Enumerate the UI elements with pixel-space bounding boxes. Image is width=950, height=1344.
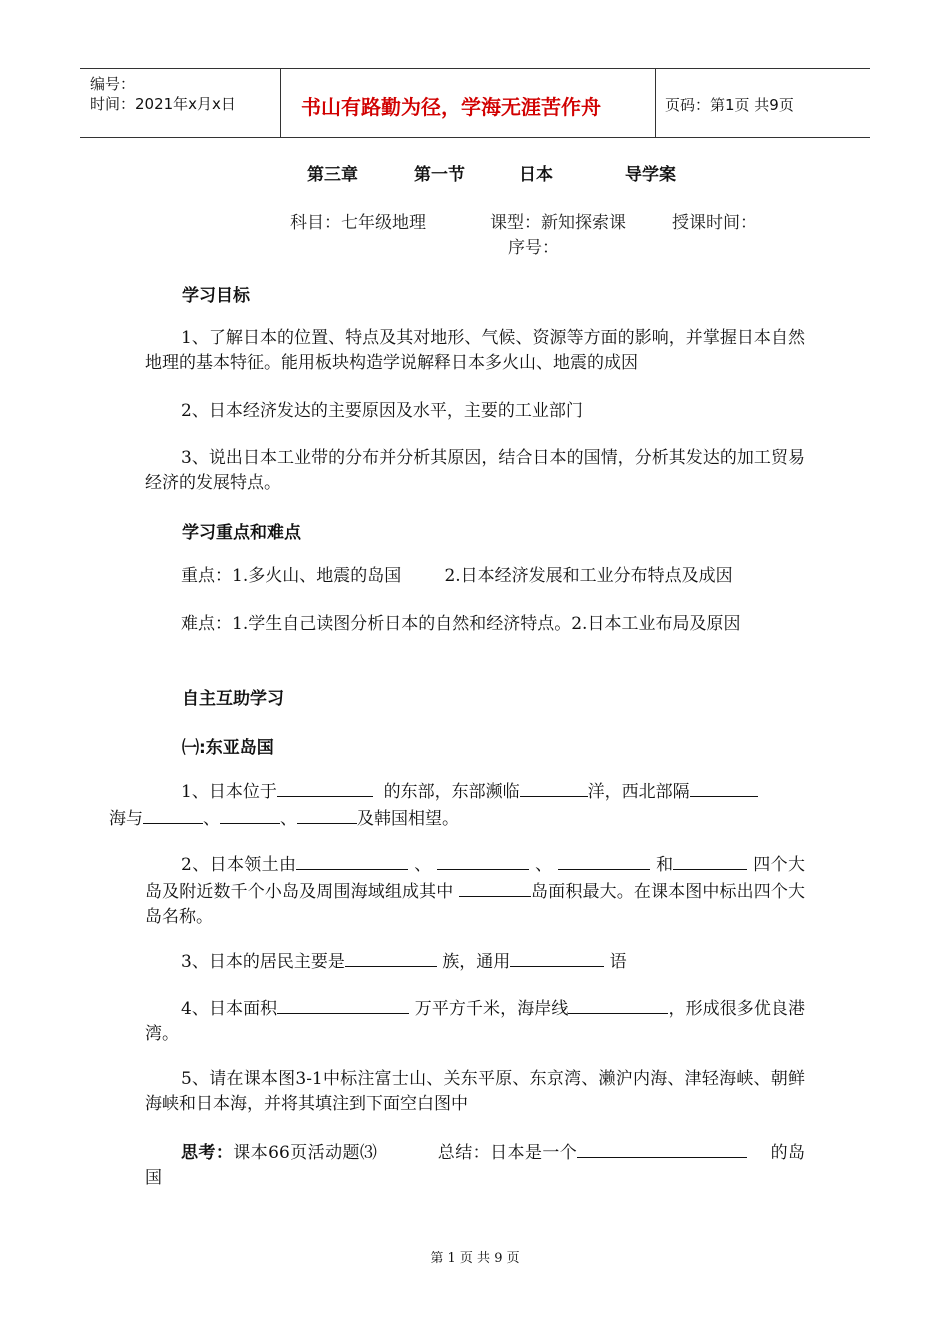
- q4-text-b: 万平方千米，海岸线: [414, 999, 569, 1019]
- question-4: [145, 995, 805, 1047]
- think-label: 思考：: [181, 1143, 234, 1163]
- q1-blank-5[interactable]: [220, 805, 280, 824]
- page-footer: 第 1 页 共 9 页: [430, 1251, 520, 1266]
- key-points: 重点：1.多火山、地震的岛国 2.日本经济发展和工业分布特点及成因: [181, 566, 733, 586]
- q1-text-b: 的东部，东部濒临: [383, 782, 520, 802]
- q2-text-e: 四个大岛及附近数千个小岛及周围海域组成其中: [145, 855, 805, 902]
- header-table: [80, 68, 870, 138]
- q3-blank-2[interactable]: [510, 948, 604, 967]
- q2-text-c: 、: [535, 855, 553, 875]
- meta-time: 授课时间：: [672, 213, 757, 233]
- q3-text-c: 语: [609, 952, 627, 972]
- q1-text-d: 海与: [109, 809, 143, 829]
- goals-heading: 学习目标: [182, 286, 250, 306]
- sub-heading-east-asia: ㈠:东亚岛国: [182, 738, 274, 758]
- q2-blank-3[interactable]: [558, 851, 650, 870]
- q2-blank-2[interactable]: [437, 851, 529, 870]
- page-label: 页码：第1页 共9页: [665, 96, 794, 114]
- q2-blank-1[interactable]: [296, 851, 408, 870]
- q2-text-b: 、: [414, 855, 432, 875]
- header-right-cell: [655, 69, 870, 137]
- title-topic: 日本: [519, 165, 553, 185]
- title-type: 导学案: [625, 165, 676, 185]
- q1-blank-2[interactable]: [520, 778, 588, 797]
- goal-2: 2、日本经济发达的主要原因及水平，主要的工业部门: [181, 401, 583, 421]
- question-3: [145, 948, 805, 975]
- think-blank[interactable]: [577, 1139, 747, 1158]
- q2-blank-4[interactable]: [673, 851, 747, 870]
- date-label: 时间：2021年x月x日: [90, 95, 236, 113]
- q3-text-b: 族，通用: [442, 952, 511, 972]
- q1-blank-4[interactable]: [143, 805, 203, 824]
- think-summary: 总结：日本是一个: [437, 1143, 578, 1163]
- meta-lesson-type: 课型：新知探索课: [490, 213, 626, 233]
- q4-blank-1[interactable]: [277, 995, 409, 1014]
- q1-text-a: 1、日本位于: [181, 782, 277, 802]
- meta-seq: 序号：: [508, 238, 559, 258]
- q1-text-g: 及韩国相望。: [357, 809, 459, 829]
- q4-blank-2[interactable]: [568, 995, 668, 1014]
- q1-blank-1[interactable]: [277, 778, 373, 797]
- keys-heading: 学习重点和难点: [182, 523, 301, 543]
- question-2: [145, 851, 805, 930]
- number-label: 编号：: [90, 75, 136, 93]
- meta-subject: 科目：七年级地理: [290, 213, 426, 233]
- q1-blank-3[interactable]: [690, 778, 758, 797]
- q1-text-c: 洋，西北部隔: [587, 782, 690, 802]
- q1-blank-6[interactable]: [297, 805, 357, 824]
- header-center-cell: [280, 69, 656, 137]
- title-section: 第一节: [414, 165, 465, 185]
- q1-text-e: 、: [203, 809, 220, 829]
- title-chapter: 第三章: [307, 165, 358, 185]
- question-5: 5、请在课本图3-1中标注富士山、关东平原、东京湾、濑沪内海、津轻海峡、朝鲜海峡和日本海，并将其填注到下面空白图中: [145, 1069, 805, 1114]
- q2-text-a: 2、日本领土由: [181, 855, 297, 875]
- think-section: [145, 1139, 805, 1191]
- goal-3: 3、说出日本工业带的分布并分析其原因，结合日本的国情，分析其发达的加工贸易经济的发展特点。: [145, 448, 805, 493]
- q2-text-d: 和: [656, 855, 674, 875]
- question-1: [109, 778, 805, 832]
- think-end: 的岛国: [145, 1143, 806, 1188]
- q4-text-c: ，形成很多优良港湾。: [145, 999, 806, 1044]
- q3-text-a: 3、日本的居民主要是: [181, 952, 345, 972]
- q3-blank-1[interactable]: [345, 948, 437, 967]
- difficulty-points: 难点：1.学生自己读图分析日本的自然和经济特点。2.日本工业布局及原因: [181, 614, 741, 634]
- self-study-heading: 自主互助学习: [182, 689, 284, 709]
- q2-text-f: 岛面积最大。在课本图中标出四个大岛名称。: [145, 882, 806, 927]
- header-left-cell: [80, 69, 280, 137]
- goal-1: 1、了解日本的位置、特点及其对地形、气候、资源等方面的影响，并掌握日本自然地理的基本特征。能用板块构造学说解释日本多火山、地震的成因: [145, 328, 805, 373]
- think-text: 课本66页活动题⑶: [233, 1143, 378, 1163]
- motto: 书山有路勤为径，学海无涯苦作舟: [301, 95, 601, 119]
- q2-blank-5[interactable]: [459, 878, 531, 897]
- q4-text-a: 4、日本面积: [181, 999, 278, 1019]
- q1-text-f: 、: [280, 809, 297, 829]
